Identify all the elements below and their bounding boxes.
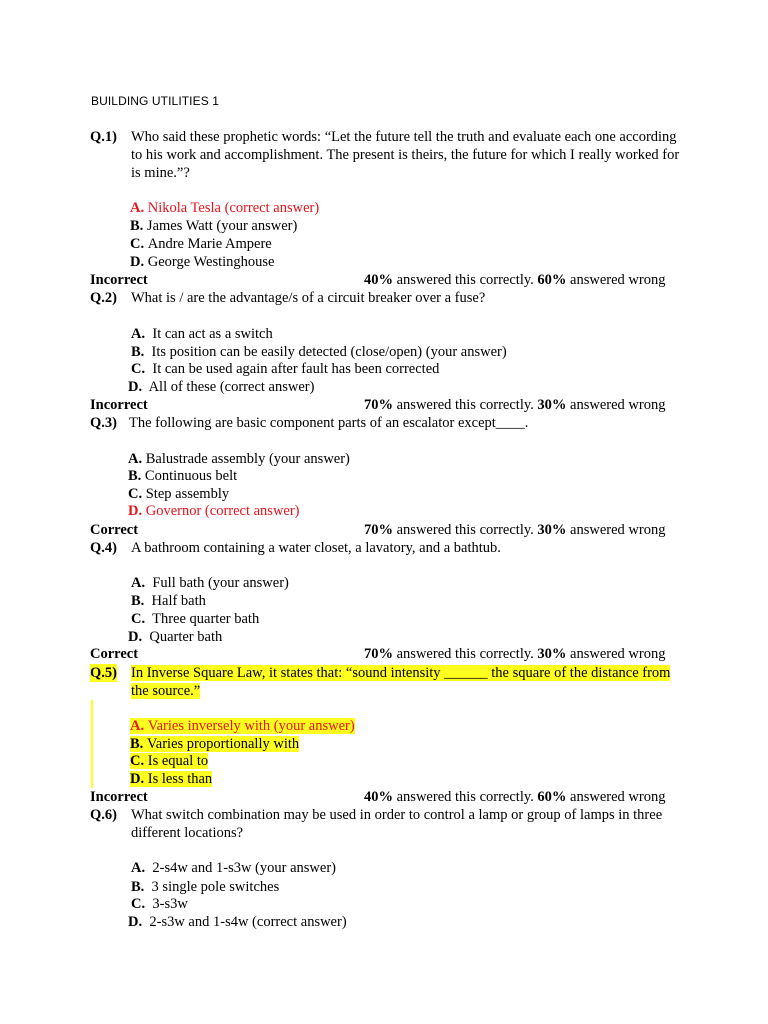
option-c xyxy=(131,360,439,378)
result-stats: 70% answered this correctly. 30% answered wrong xyxy=(364,646,666,662)
option-letter: A. xyxy=(131,326,146,342)
option-b xyxy=(131,878,279,896)
option-text: Varies inversely with (your answer) xyxy=(147,718,355,734)
option-text: Continuous belt xyxy=(144,468,238,484)
option-a xyxy=(130,199,319,217)
option-text: It can act as a switch xyxy=(152,326,273,342)
option-text: 3-s3w xyxy=(152,896,188,912)
option-text: It can be used again after fault has been corrected xyxy=(152,361,440,377)
highlight-bar xyxy=(91,700,93,788)
result-line xyxy=(90,645,678,663)
option-a xyxy=(130,717,355,735)
result-status: Correct xyxy=(90,522,139,538)
option-text: Governor (correct answer) xyxy=(145,503,300,519)
question-text: The following are basic component parts of an escalator except____. xyxy=(129,415,529,431)
option-text: 3 single pole switches xyxy=(151,879,280,895)
question-text: Who said these prophetic words: “Let the future tell the truth and evaluate each one according to his work and accomplishment. The present is theirs, the future for which I really worked for is mine.”? xyxy=(131,129,680,181)
result-status: Incorrect xyxy=(90,789,148,805)
result-status: Incorrect xyxy=(90,397,148,413)
result-status: Correct xyxy=(90,646,139,662)
option-text: Is equal to xyxy=(147,753,209,769)
result-stats: 40% answered this correctly. 60% answered wrong xyxy=(364,272,666,288)
result-stats: 70% answered this correctly. 30% answered wrong xyxy=(364,522,666,538)
question-5 xyxy=(90,664,680,700)
option-letter: B. xyxy=(131,593,145,609)
option-letter: A. xyxy=(130,718,145,734)
option-text: Nikola Tesla (correct answer) xyxy=(147,200,320,216)
option-text: Is less than xyxy=(147,771,213,787)
question-text: A bathroom containing a water closet, a lavatory, and a bathtub. xyxy=(131,540,501,556)
option-d xyxy=(128,628,222,646)
option-letter: D. xyxy=(128,503,143,519)
option-text: Andre Marie Ampere xyxy=(147,236,272,252)
option-a xyxy=(131,574,289,592)
option-b xyxy=(131,592,206,610)
option-text: Half bath xyxy=(151,593,206,609)
option-text: Step assembly xyxy=(145,486,230,502)
option-letter: D. xyxy=(130,771,145,787)
option-b xyxy=(130,735,299,753)
result-status: Incorrect xyxy=(90,272,148,288)
option-text: Balustrade assembly (your answer) xyxy=(145,451,350,467)
question-text-highlight: In Inverse Square Law, it states that: “sound intensity ______ the square of the distance from the source.” xyxy=(131,665,671,699)
option-letter: C. xyxy=(130,236,145,252)
option-letter: C. xyxy=(131,896,146,912)
question-number: Q.2) xyxy=(90,290,117,306)
question-number: Q.3) xyxy=(90,415,117,431)
option-d xyxy=(128,378,314,396)
option-d xyxy=(128,502,300,520)
option-letter: B. xyxy=(130,736,144,752)
result-stats: 70% answered this correctly. 30% answered wrong xyxy=(364,397,666,413)
option-letter: B. xyxy=(131,879,145,895)
option-b xyxy=(128,467,237,485)
option-letter: D. xyxy=(128,379,143,395)
question-2 xyxy=(90,289,680,307)
option-text: Varies proportionally with xyxy=(146,736,300,752)
option-letter: C. xyxy=(131,361,146,377)
option-letter: C. xyxy=(131,611,146,627)
option-b xyxy=(131,343,507,361)
option-text: 2-s4w and 1-s3w (your answer) xyxy=(152,860,336,876)
option-text: Full bath (your answer) xyxy=(152,575,289,591)
result-line xyxy=(90,271,678,289)
question-number: Q.5) xyxy=(90,665,117,681)
question-3 xyxy=(90,414,680,432)
question-6 xyxy=(90,806,680,842)
option-letter: A. xyxy=(130,200,145,216)
question-4 xyxy=(90,539,680,557)
option-a xyxy=(128,450,350,468)
question-number: Q.6) xyxy=(90,807,117,823)
option-text: Its position can be easily detected (close/open) (your answer) xyxy=(151,344,507,360)
option-c xyxy=(130,752,208,770)
result-line xyxy=(90,396,678,414)
option-letter: C. xyxy=(128,486,143,502)
option-d xyxy=(128,913,347,931)
option-letter: A. xyxy=(131,575,146,591)
result-line xyxy=(90,521,678,539)
result-line xyxy=(90,788,678,806)
option-letter: A. xyxy=(131,860,146,876)
option-text: All of these (correct answer) xyxy=(148,379,315,395)
option-text: Three quarter bath xyxy=(152,611,260,627)
option-d xyxy=(130,253,275,271)
option-c xyxy=(131,610,259,628)
question-text xyxy=(131,664,680,700)
option-c xyxy=(130,235,272,253)
option-letter: B. xyxy=(130,218,144,234)
option-c xyxy=(128,485,229,503)
option-letter: D. xyxy=(128,629,143,645)
option-letter: A. xyxy=(128,451,143,467)
option-text: 2-s3w and 1-s4w (correct answer) xyxy=(149,914,347,930)
option-text: George Westinghouse xyxy=(147,254,275,270)
question-text: What switch combination may be used in order to control a lamp or group of lamps in three different locations? xyxy=(131,807,663,841)
option-c xyxy=(131,895,188,913)
question-text: What is / are the advantage/s of a circuit breaker over a fuse? xyxy=(131,290,486,306)
option-text: Quarter bath xyxy=(149,629,223,645)
option-a xyxy=(131,859,336,877)
option-d xyxy=(130,770,212,788)
document-header: BUILDING UTILITIES 1 xyxy=(91,94,220,108)
option-letter: D. xyxy=(128,914,143,930)
question-number: Q.4) xyxy=(90,540,117,556)
result-stats: 40% answered this correctly. 60% answered wrong xyxy=(364,789,666,805)
option-letter: B. xyxy=(131,344,145,360)
option-letter: D. xyxy=(130,254,145,270)
option-text: James Watt (your answer) xyxy=(146,218,298,234)
option-letter: C. xyxy=(130,753,145,769)
question-1 xyxy=(90,128,680,182)
option-letter: B. xyxy=(128,468,142,484)
question-number: Q.1) xyxy=(90,129,117,145)
option-a xyxy=(131,325,273,343)
option-b xyxy=(130,217,297,235)
